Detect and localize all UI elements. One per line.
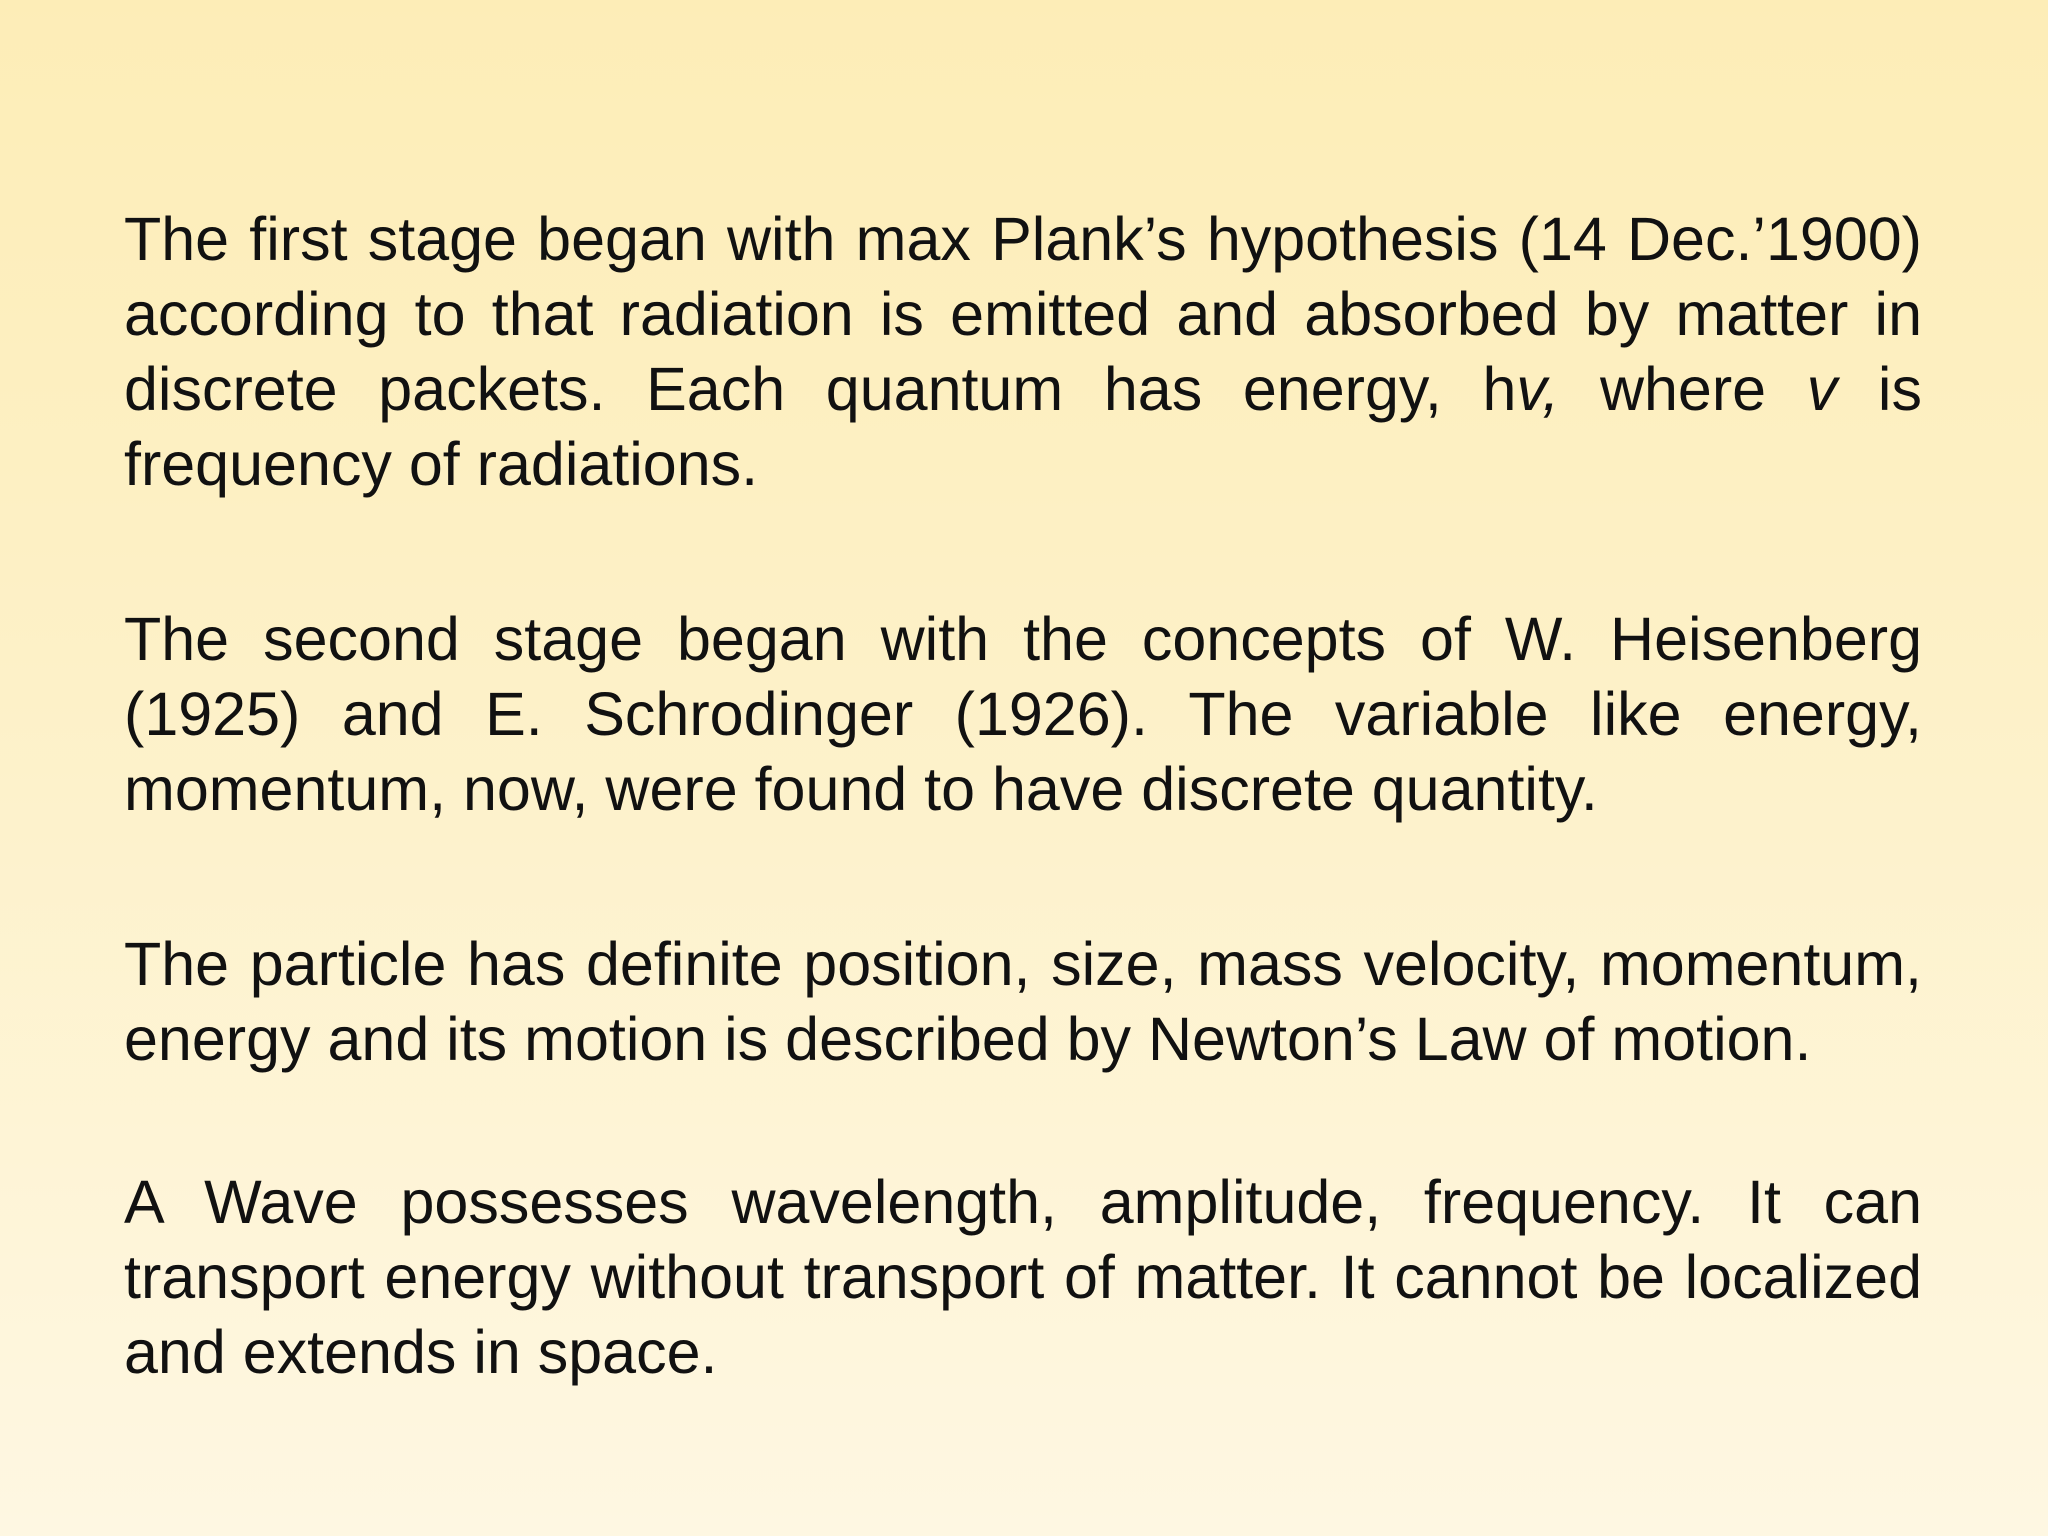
paragraph-first-stage-end: is frequency of radiations. (124, 355, 1922, 498)
paragraph-first-stage-text: The first stage began with max Plank’s hypothesis (14 Dec.’1900) according to that radiation is emitted and absorbed by matter in discrete packets. Each quantum has energy, h (124, 205, 1922, 423)
paragraph-second-stage: The second stage began with the concepts of W. Heisenberg (1925) and E. Schrodinger (1926). The variable like energy, momentum, now, were found to have discrete quantity. (124, 605, 1922, 823)
paragraph-particle: The particle has definite position, size, mass velocity, momentum, energy and its motion is described by Newton’s Law of motion. (124, 930, 1922, 1073)
frequency-symbol: v, (1516, 355, 1560, 423)
frequency-symbol: v (1806, 355, 1838, 423)
paragraph-first-stage-where: where (1559, 355, 1807, 423)
paragraph-first-stage (124, 202, 1922, 502)
paragraph-wave: A Wave possesses wavelength, amplitude, frequency. It can transport energy without transport of matter. It cannot be localized and extends in space. (124, 1168, 1922, 1386)
